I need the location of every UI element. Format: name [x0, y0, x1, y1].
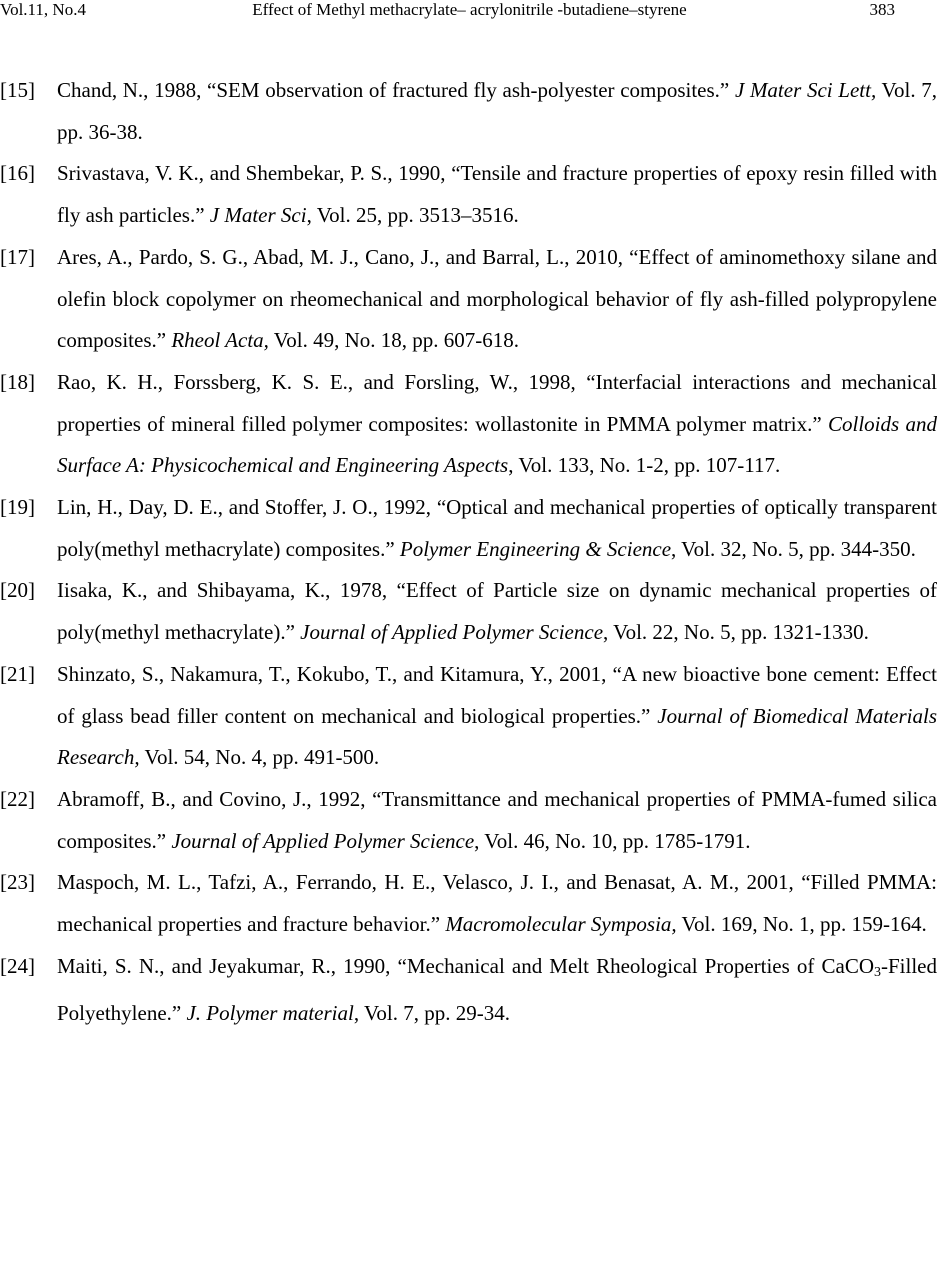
reference-text: Rao, K. H., Forssberg, K. S. E., and Forsling, W., 1998, “Interfacial interactions and mechanical properties of mineral filled polymer composites: wollastonite in PMMA polymer matrix.” Colloids and Surface A: Physicochemical and Engineering Aspects, Vol. 133, No. 1-2, pp. 107-117.	[57, 369, 937, 478]
journal-name: Polymer Engineering & Science	[399, 536, 672, 561]
running-header	[0, 0, 939, 22]
journal-name: Journal of Biomedical Materials Research,	[57, 703, 937, 770]
reference-number: [15]	[0, 78, 35, 102]
reference-text: Abramoff, B., and Covino, J., 1992, “Transmittance and mechanical properties of PMMA-fumed silica composites.” Journal of Applied Polymer Science, Vol. 46, No. 10, pp. 1785-1791.	[57, 786, 937, 853]
reference-number: [23]	[0, 870, 35, 895]
journal-name: Journal of Applied Polymer Science	[171, 828, 475, 853]
reference-text: Maspoch, M. L., Tafzi, A., Ferrando, H. E., Velasco, J. I., and Benasat, A. M., 2001, “Filled PMMA: mechanical properties and fracture behavior.” Macromolecular Symposia, Vol. 169, No. 1, pp. 159-164.	[57, 870, 937, 937]
reference-item	[0, 237, 939, 362]
reference-item	[0, 654, 939, 779]
reference-number: [18]	[0, 369, 35, 394]
reference-number: [22]	[0, 786, 35, 811]
reference-item	[0, 946, 939, 1035]
journal-name: Journal of Applied Polymer Science	[300, 620, 604, 645]
reference-list	[0, 70, 939, 1035]
journal-name: J Mater Sci Lett,	[734, 78, 877, 102]
reference-item	[0, 862, 939, 945]
journal-name: Colloids and Surface A: Physicochemical and Engineering Aspects	[57, 411, 937, 478]
journal-name: Macromolecular Symposia,	[445, 912, 677, 937]
reference-text: Shinzato, S., Nakamura, T., Kokubo, T., and Kitamura, Y., 2001, “A new bioactive bone cement: Effect of glass bead filler content on mechanical and biological properties.” Journal of Biomedical Materials Research, Vol. 54, No. 4, pp. 491-500.	[57, 661, 937, 770]
reference-item	[0, 779, 939, 862]
reference-number: [17]	[0, 244, 35, 269]
subscript: 3	[874, 964, 881, 980]
reference-item	[0, 487, 939, 570]
header-page-number: 383	[869, 0, 895, 19]
reference-item	[0, 153, 939, 236]
journal-name: J Mater Sci	[209, 203, 307, 228]
journal-name: J. Polymer material	[186, 1001, 354, 1026]
header-volume: Vol.11, No.4	[0, 0, 86, 19]
reference-number: [20]	[0, 578, 35, 603]
reference-text: Maiti, S. N., and Jeyakumar, R., 1990, “Mechanical and Melt Rheological Properties of CaCO$_3$-Filled Polyethylene.” J. Polymer material, Vol. 7, pp. 29-34.	[57, 953, 937, 1026]
reference-text: Iisaka, K., and Shibayama, K., 1978, “Effect of Particle size on dynamic mechanical properties of poly(methyl methacrylate).” Journal of Applied Polymer Science, Vol. 22, No. 5, pp. 1321-1330.	[57, 578, 937, 645]
reference-text: Lin, H., Day, D. E., and Stoffer, J. O., 1992, “Optical and mechanical properties of optically transparent poly(methyl methacrylate) composites.” Polymer Engineering & Science, Vol. 32, No. 5, pp. 344-350.	[57, 495, 937, 561]
reference-number: [24]	[0, 953, 35, 978]
reference-number: [19]	[0, 495, 35, 520]
header-title: Effect of Methyl methacrylate– acrylonitrile -butadiene–styrene	[252, 0, 687, 19]
journal-name: Rheol Acta,	[171, 328, 269, 353]
reference-item	[0, 70, 939, 153]
reference-text: Ares, A., Pardo, S. G., Abad, M. J., Cano, J., and Barral, L., 2010, “Effect of aminomethoxy silane and olefin block copolymer on rheomechanical and morphological behavior of fly ash-filled polypropylene composites.” Rheol Acta, Vol. 49, No. 18, pp. 607-618.	[57, 244, 937, 353]
reference-text: Srivastava, V. K., and Shembekar, P. S., 1990, “Tensile and fracture properties of epoxy resin filled with fly ash particles.” J Mater Sci, Vol. 25, pp. 3513–3516.	[57, 161, 937, 228]
reference-text: Chand, N., 1988, “SEM observation of fractured fly ash-polyester composites.” J Mater Sci Lett, Vol. 7, pp. 36-38.	[57, 78, 938, 144]
reference-item	[0, 570, 939, 653]
reference-item	[0, 362, 939, 487]
reference-number: [16]	[0, 161, 35, 186]
reference-number: [21]	[0, 661, 35, 686]
